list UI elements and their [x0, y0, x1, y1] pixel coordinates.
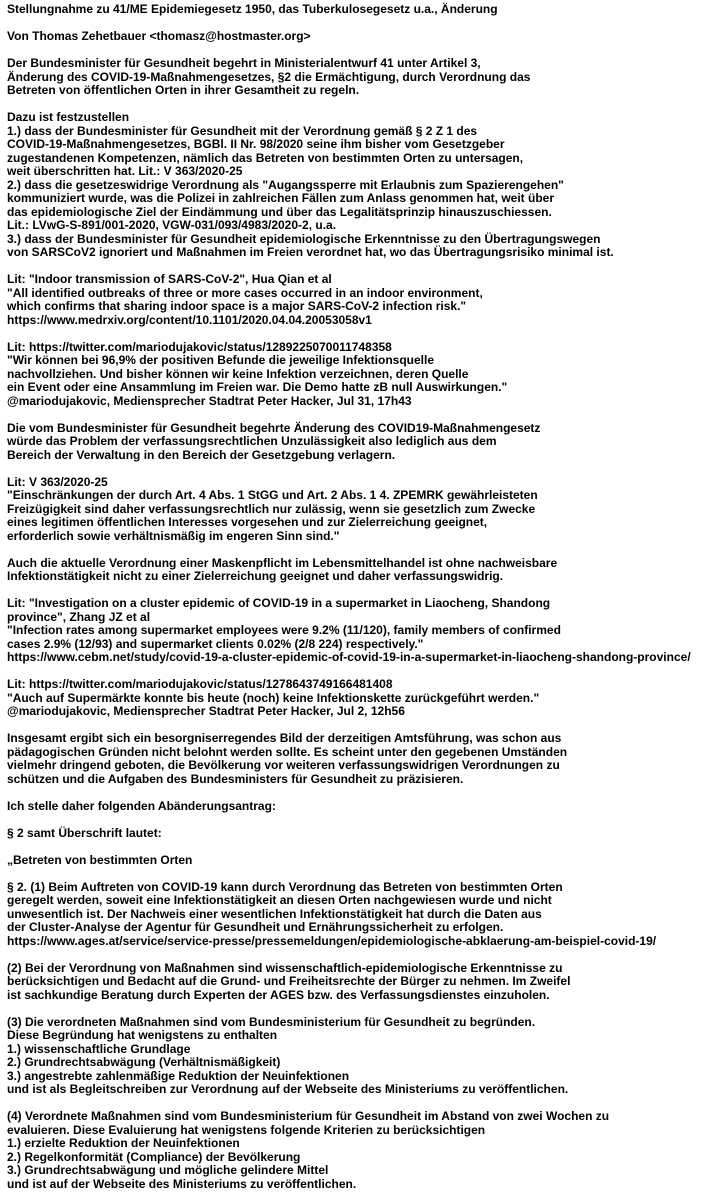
document-title — [7, 3, 716, 17]
text-line: evaluieren. Diese Evaluierung hat wenigstens folgende Kriterien zu berücksichtigen — [7, 1122, 486, 1137]
text-line: https://www.cebm.net/study/covid-19-a-cluster-epidemic-of-covid-19-in-a-supermarket-in-liaocheng-shandong-province/ — [7, 650, 691, 664]
paragraph — [7, 597, 716, 665]
text-line: 1.) wissenschaftliche Grundlage — [7, 1041, 191, 1056]
text-line: nachvollziehen. Und bisher können wir keine Infektion verzeichnen, deren Quelle — [7, 366, 469, 381]
paragraph — [7, 678, 716, 719]
text-line: cases 2.9% (12/93) and supermarket clients 0.02% (2/8 224) respectively." — [7, 636, 424, 651]
text-line: kommuniziert wurde, was die Polizei in zahlreichen Fällen zum Anlass genommen hat, weit über — [7, 191, 555, 205]
text-line: Insgesamt ergibt sich ein besorgniserregendes Bild der derzeitigen Amtsführung, was schon aus — [7, 731, 562, 745]
text-line: würde das Problem der verfassungsrechtlichen Unzulässigkeit also lediglich aus dem — [7, 434, 497, 448]
text-line: Dazu ist festzustellen — [7, 110, 130, 124]
paragraph — [7, 827, 716, 841]
text-line: Ich stelle daher folgenden Abänderungsantrag: — [7, 798, 276, 813]
text-line: province", Zhang JZ et al — [7, 609, 151, 624]
text-line: vielmehr dringend geboten, die Bevölkerung vor weiteren verfassungswidrigen Verordnungen zu — [7, 758, 560, 772]
text-line: Diese Begründung hat wenigstens zu enthalten — [7, 1028, 278, 1042]
text-line: 3.) dass der Bundesminister für Gesundheit epidemiologische Erkenntnisse zu den Übertragungswegen — [7, 231, 601, 246]
paragraph — [7, 800, 716, 814]
text-line: Freizügigkeit sind daher verfassungsrechtlich nur zulässig, wenn sie gesetzlich zum Zwecke — [7, 501, 536, 516]
text-line: Bereich der Verwaltung in den Bereich der Gesetzgebung verlagern. — [7, 447, 396, 462]
text-line: "Infection rates among supermarket employees were 9.2% (11/120), family members of confirmed — [7, 623, 561, 637]
text-line: 1.) dass der Bundesminister für Gesundheit mit der Verordnung gemäß § 2 Z 1 des — [7, 123, 478, 138]
text-line: 2.) Regelkonformität (Compliance) der Bevölkerung — [7, 1149, 301, 1164]
text-line: weit überschritten hat. Lit.: V 363/2020-25 — [7, 164, 243, 178]
text-line: 1.) erzielte Reduktion der Neuinfektionen — [7, 1136, 240, 1150]
paragraph — [7, 854, 716, 868]
text-line: https://www.ages.at/service/service-presse/pressemeldungen/epidemiologische-abklaerung-am-beispiel-covid-19/ — [7, 933, 657, 948]
text-line: und ist auf der Webseite des Ministeriums zu veröffentlichen. — [7, 1176, 357, 1191]
text-line: Lit.: LVwG-S-891/001-2020, VGW-031/093/4983/2020-2, u.a. — [7, 218, 337, 232]
text-line: https://www.medrxiv.org/content/10.1101/2020.04.04.20053058v1 — [7, 312, 372, 327]
text-line: Lit: "Investigation on a cluster epidemic of COVID-19 in a supermarket in Liaocheng, Shandong — [7, 596, 551, 610]
text-line: „Betreten von bestimmten Orten — [7, 852, 193, 867]
text-line: Lit: https://twitter.com/mariodujakovic/status/1289225070011748358 — [7, 339, 392, 354]
text-line: 3.) Grundrechtsabwägung und mögliche gelindere Mittel — [7, 1163, 329, 1177]
text-line: geregelt werden, soweit eine Infektionstätigkeit an diesen Orten nachgewiesen wurde und nicht — [7, 893, 552, 907]
paragraph — [7, 57, 716, 98]
title-text: Stellungnahme zu 41/ME Epidemiegesetz 1950, das Tuberkulosegesetz u.a., Änderung — [7, 2, 498, 16]
text-line: Die vom Bundesminister für Gesundheit begehrte Änderung des COVID19-Maßnahmengesetz — [7, 420, 541, 435]
text-line: which confirms that sharing indoor space is a major SARS-CoV-2 infection risk." — [7, 299, 467, 313]
paragraph — [7, 422, 716, 463]
paragraph — [7, 111, 716, 260]
paragraph — [7, 962, 716, 1003]
text-line: Lit: https://twitter.com/mariodujakovic/status/1278643749166481408 — [7, 677, 393, 691]
text-line: Infektionstätigkeit nicht zu einer Zielerreichung geeignet und daher verfassungswidrig. — [7, 569, 504, 583]
text-line: von SARSCoV2 ignoriert und Maßnahmen im Freien verordnet hat, wo das Übertragungsrisiko minimal ist. — [7, 245, 614, 259]
text-line: "Wir können bei 96,9% der positiven Befunde die jeweilige Infektionsquelle — [7, 353, 435, 367]
text-line: 2.) Grundrechtsabwägung (Verhältnismäßigkeit) — [7, 1055, 281, 1069]
text-line: eines legitimen öffentlichen Interesses vorgesehen und zur Zielerreichung geeignet, — [7, 515, 488, 529]
paragraph — [7, 476, 716, 544]
paragraph — [7, 732, 716, 786]
paragraph — [7, 1110, 716, 1191]
text-line: (3) Die verordneten Maßnahmen sind vom Bundesministerium für Gesundheit zu begründen. — [7, 1014, 536, 1029]
text-line: Auch die aktuelle Verordnung einer Maskenpflicht im Lebensmittelhandel ist ohne nachweisbare — [7, 555, 558, 570]
text-line: schützen und die Aufgaben des Bundesministers für Gesundheit zu präzisieren. — [7, 771, 464, 786]
text-line: Lit: V 363/2020-25 — [7, 474, 108, 489]
text-line: Änderung des COVID-19-Maßnahmengesetzes, §2 die Ermächtigung, durch Verordnung das — [7, 69, 531, 84]
text-line: "Auch auf Supermärkte konnte bis heute (noch) keine Infektionskette zurückgeführt werden." — [7, 690, 540, 705]
author-text: Von Thomas Zehetbauer <thomasz@hostmaster.org> — [7, 29, 311, 43]
text-line: ein Event oder eine Ansammlung im Freien war. Die Demo hatte zB null Auswirkungen." — [7, 380, 508, 394]
text-line: zugestandenen Kompetenzen, nämlich das Betreten von bestimmten Orten zu untersagen, — [7, 150, 524, 165]
text-line: das epidemiologische Ziel der Eindämmung und über das Legalitätsprinzip hinauszuschiessen. — [7, 204, 552, 219]
text-line: erforderlich sowie verhältnismäßig im engeren Sinn sind." — [7, 528, 340, 543]
text-line: 3.) angestrebte zahlenmäßige Reduktion der Neuinfektionen — [7, 1068, 350, 1083]
text-line: und ist als Begleitschreiben zur Verordnung auf der Webseite des Ministeriums zu veröffentlichen. — [7, 1082, 569, 1096]
text-line: "Einschränkungen der durch Art. 4 Abs. 1 StGG und Art. 2 Abs. 1 4. ZPEMRK gewährleisteten — [7, 488, 538, 502]
text-line: 2.) dass die gesetzeswidrige Verordnung als "Augangssperre mit Erlaubnis zum Spazierengehen" — [7, 177, 564, 192]
text-line: (4) Verordnete Maßnahmen sind vom Bundesministerium für Gesundheit im Abstand von zwei Wochen zu — [7, 1109, 610, 1123]
text-line: "All identified outbreaks of three or more cases occurred in an indoor environment, — [7, 285, 483, 300]
text-line: Der Bundesminister für Gesundheit begehrt in Ministerialentwurf 41 unter Artikel 3, — [7, 56, 481, 70]
text-line: (2) Bei der Verordnung von Maßnahmen sind wissenschaftlich-epidemiologische Erkenntnisse zu — [7, 960, 563, 975]
paragraph — [7, 557, 716, 584]
text-line: § 2. (1) Beim Auftreten von COVID-19 kann durch Verordnung das Betreten von bestimmten Orten — [7, 879, 563, 894]
paragraph — [7, 273, 716, 327]
text-line: der Cluster-Analyse der Agentur für Gesundheit und Ernährungssicherheit zu erfolgen. — [7, 920, 504, 934]
text-line: Lit: "Indoor transmission of SARS-CoV-2", Hua Qian et al — [7, 272, 332, 286]
text-line: Betreten von öffentlichen Orten in ihrer Gesamtheit zu regeln. — [7, 83, 360, 97]
document-body — [7, 57, 716, 1191]
paragraph — [7, 1016, 716, 1097]
text-line: unwesentlich ist. Der Nachweis einer wesentlichen Infektionstätigkeit hat durch die Daten aus — [7, 906, 542, 921]
text-line: ist sachkundige Beratung durch Experten der AGES bzw. des Verfassungsdienstes einzuholen. — [7, 987, 550, 1002]
paragraph — [7, 881, 716, 949]
text-line: § 2 samt Überschrift lautet: — [7, 825, 162, 840]
paragraph — [7, 341, 716, 409]
text-line: pädagogischen Gründen nicht belohnt werden sollte. Es scheint unter den gegebenen Umständen — [7, 744, 568, 759]
text-line: berücksichtigen und Bedacht auf die Grund- und Freiheitsrechte der Bürger zu nehmen. Im Zweifel — [7, 974, 571, 988]
text-line: COVID-19-Maßnahmengesetzes, BGBl. II Nr. 98/2020 seine ihm bisher vom Gesetzgeber — [7, 137, 505, 151]
author-line — [7, 30, 716, 44]
text-line: @mariodujakovic, Mediensprecher Stadtrat Peter Hacker, Jul 2, 12h56 — [7, 704, 405, 718]
text-line: @mariodujakovic, Mediensprecher Stadtrat Peter Hacker, Jul 31, 17h43 — [7, 393, 412, 408]
